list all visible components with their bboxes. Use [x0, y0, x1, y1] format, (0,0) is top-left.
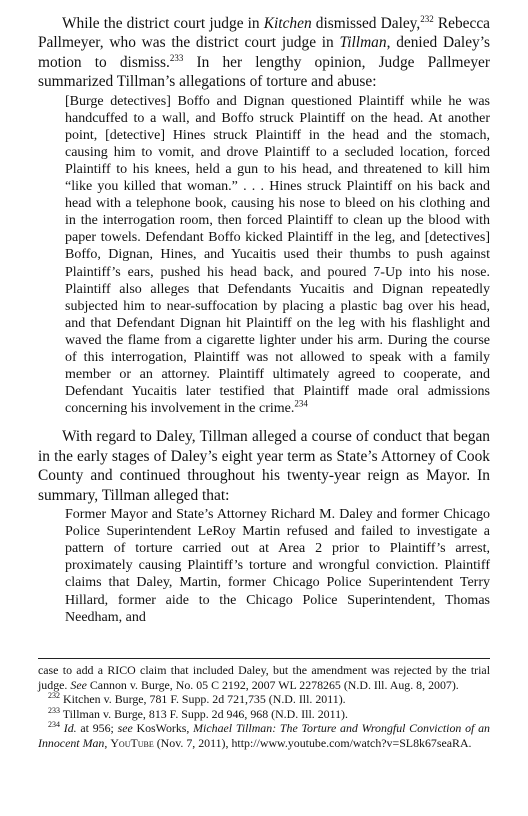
footnote-233	[38, 707, 490, 722]
text-run: ,	[104, 735, 111, 750]
footnote-text: Tillman v. Burge, 813 F. Supp. 2d 946, 968 (N.D. Ill. 2011).	[62, 706, 348, 721]
text-run: KosWorks,	[132, 721, 194, 735]
footnote-url-text[interactable]: (Nov. 7, 2011), http://www.youtube.com/watch?v=SL8k67seaRA.	[153, 735, 472, 750]
footnote-ref-233[interactable]: 233	[169, 52, 184, 63]
quote-text: [Burge detectives] Boffo and Dignan questioned Plaintiff while he was handcuffed to a wall, and Boffo struck Plaintiff on the head. At another point, [detective] Hines struck Plaintiff in the head and the stomach, causing him to vomit, and drove Plaintiff to a secluded location, forced Plaintiff to his knees, held a gun to his head, and threatened to kill him “like you killed that woman.” . . . Hines struck Plaintiff on his back and head with a telephone book, causing his nose to bleed on his clothing and in the interrogation room, then forced Plaintiff to clean up the blood with paper towels. Defendant Boffo kicked Plaintiff in the leg, and [detectives] Boffo, Dignan, Hines, and Yucaitis used their thumbs to push against Plaintiff’s ears, pushed his head back, and poured 7-Up into his nose. Plaintiff also alleges that Defendants Yucaitis and Dignan repeatedly subjected him to near-suffocation by placing a plastic bag over his head, and that Defendant Dignan hit Plaintiff on the leg with his flashlight and waved the flame from a cigarette lighter under his arm. During the course of this interrogation, Plaintiff was not allowed to speak with a family member or an attorney. Plaintiff ultimately agreed to cooperate, and Defendant Yucaitis later testified that Plaintiff made oral admissions concerning his involvement in the crime.	[65, 93, 490, 417]
case-name-italic: Kitchen	[263, 15, 312, 32]
text-run: In her lengthy opinion, Judge Pallmeyer summarized Tillman’s allegations of torture and abuse:	[38, 53, 491, 91]
source-name-small-caps: YouTube	[110, 735, 154, 750]
text-run: dismissed Daley,	[311, 15, 421, 32]
footnote-number: 233	[48, 705, 60, 715]
signal-italic: Id.	[63, 721, 77, 735]
case-name-italic: Tillman	[339, 34, 387, 52]
text-run: , denied Daley’s motion to dismiss.	[38, 34, 490, 71]
footnote-continuation	[38, 663, 490, 692]
footnote-divider	[38, 658, 490, 659]
signal-italic: See	[70, 677, 87, 692]
footnote-ref-234[interactable]: 234	[294, 398, 308, 409]
footnote-232	[38, 692, 490, 707]
video-title-italic: Michael Tillman: The Torture and Wrongful Conviction of an Innocent Man	[38, 721, 490, 750]
footnote-234	[38, 721, 490, 750]
block-quote-1	[65, 93, 490, 418]
footnote-number: 232	[48, 691, 60, 701]
text-run: Rebecca Pallmeyer, who was the district court judge in	[38, 15, 490, 52]
text-run: at 956;	[76, 721, 118, 735]
text-run: case to add a RICO claim that included Daley, but the amendment was rejected by the trial judge.	[38, 663, 490, 692]
body-paragraph-2: With regard to Daley, Tillman alleged a course of conduct that began in the early stages of Daley’s eight year term as State’s Attorney of Cook County and continued throughout his twenty-year reign as Mayor. In summary, Tillman alleged that:	[38, 428, 490, 504]
body-paragraph-1	[38, 14, 490, 92]
footnote-text: Kitchen v. Burge, 781 F. Supp. 2d 721,735 (N.D. Ill. 2011).	[62, 692, 346, 706]
footnote-ref-232[interactable]: 232	[420, 13, 434, 24]
footnote-number: 234	[48, 720, 60, 730]
block-quote-2: Former Mayor and State’s Attorney Richard M. Daley and former Chicago Police Superintendent LeRoy Martin refused and failed to investigate a pattern of torture carried out at Area 2 prior to Plaintiff’s arrest, proximately causing Plaintiff’s torture and wrongful conviction. Plaintiff claims that Daley, Martin, former Chicago Police Superintendent Terry Hillard, former aide to the Chicago Police Superintendent, Thomas Needham, and	[65, 507, 490, 625]
document-page	[38, 14, 490, 626]
signal-italic: see	[117, 721, 133, 735]
footnotes	[38, 663, 490, 750]
text-run: Cannon v. Burge, No. 05 C 2192, 2007 WL 2278265 (N.D. Ill. Aug. 8, 2007).	[86, 677, 459, 692]
text-run: While the district court judge in	[62, 15, 264, 32]
